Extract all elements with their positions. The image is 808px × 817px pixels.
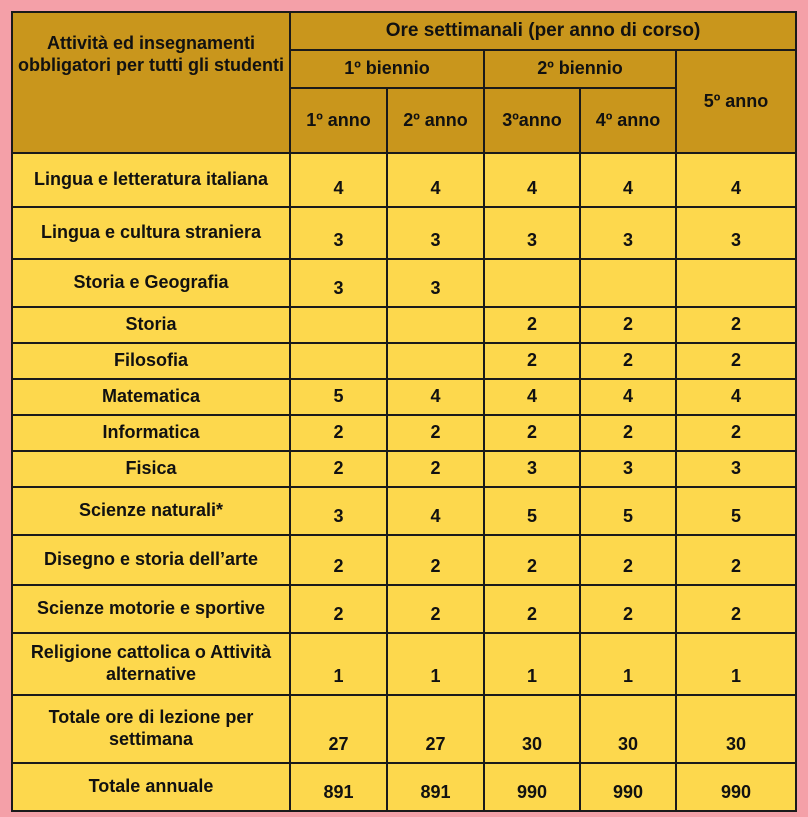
hours-cell: 4 bbox=[484, 153, 580, 207]
hours-cell: 2 bbox=[484, 415, 580, 451]
table-row bbox=[12, 695, 796, 763]
hours-cell: 2 bbox=[580, 415, 676, 451]
hours-cell: 5 bbox=[580, 487, 676, 535]
hours-cell: 2 bbox=[290, 535, 387, 585]
hours-cell: 30 bbox=[676, 695, 796, 763]
hours-cell: 3 bbox=[290, 487, 387, 535]
table-row bbox=[12, 207, 796, 259]
subject-cell: Disegno e storia dell’arte bbox=[12, 535, 290, 585]
table-row bbox=[12, 487, 796, 535]
subject-cell: Filosofia bbox=[12, 343, 290, 379]
hours-cell: 3 bbox=[387, 259, 484, 307]
hours-cell: 1 bbox=[580, 633, 676, 695]
hours-cell: 2 bbox=[290, 585, 387, 633]
hours-cell: 990 bbox=[484, 763, 580, 811]
hours-cell: 2 bbox=[290, 415, 387, 451]
hours-cell: 3 bbox=[676, 451, 796, 487]
hours-cell: 2 bbox=[676, 343, 796, 379]
hours-cell: 4 bbox=[387, 153, 484, 207]
table-row bbox=[12, 585, 796, 633]
table-row bbox=[12, 379, 796, 415]
table-row bbox=[12, 153, 796, 207]
weekly-hours-table bbox=[11, 11, 797, 812]
subject-cell: Totale annuale bbox=[12, 763, 290, 811]
hours-cell bbox=[387, 307, 484, 343]
hours-cell: 30 bbox=[484, 695, 580, 763]
hours-cell bbox=[580, 259, 676, 307]
hours-cell: 891 bbox=[290, 763, 387, 811]
hours-cell bbox=[290, 343, 387, 379]
year-header-3: 3ºanno bbox=[484, 88, 580, 153]
hours-cell: 990 bbox=[580, 763, 676, 811]
group-header-2: 2º biennio bbox=[484, 50, 676, 88]
hours-cell: 1 bbox=[484, 633, 580, 695]
hours-cell: 2 bbox=[580, 343, 676, 379]
hours-cell: 4 bbox=[676, 379, 796, 415]
hours-cell bbox=[290, 307, 387, 343]
hours-cell: 2 bbox=[676, 585, 796, 633]
subject-cell: Totale ore di lezione per settimana bbox=[12, 695, 290, 763]
subject-cell: Informatica bbox=[12, 415, 290, 451]
hours-cell: 27 bbox=[387, 695, 484, 763]
hours-cell: 2 bbox=[387, 535, 484, 585]
subject-cell: Storia e Geografia bbox=[12, 259, 290, 307]
hours-cell bbox=[676, 259, 796, 307]
year-header-2: 2º anno bbox=[387, 88, 484, 153]
hours-cell: 4 bbox=[387, 379, 484, 415]
hours-cell: 1 bbox=[387, 633, 484, 695]
subject-cell: Lingua e cultura straniera bbox=[12, 207, 290, 259]
hours-cell: 4 bbox=[580, 153, 676, 207]
hours-cell: 2 bbox=[580, 307, 676, 343]
table-row bbox=[12, 633, 796, 695]
hours-cell: 3 bbox=[580, 207, 676, 259]
hours-cell: 3 bbox=[580, 451, 676, 487]
hours-cell: 3 bbox=[484, 451, 580, 487]
subject-cell: Religione cattolica o Attività alternative bbox=[12, 633, 290, 695]
hours-cell: 5 bbox=[676, 487, 796, 535]
hours-cell bbox=[387, 343, 484, 379]
hours-cell: 891 bbox=[387, 763, 484, 811]
hours-cell: 4 bbox=[580, 379, 676, 415]
hours-cell: 2 bbox=[580, 585, 676, 633]
hours-cell: 2 bbox=[484, 307, 580, 343]
table-row bbox=[12, 763, 796, 811]
hours-cell: 2 bbox=[484, 535, 580, 585]
hours-cell bbox=[484, 259, 580, 307]
hours-cell: 4 bbox=[290, 153, 387, 207]
schedule-table-wrapper bbox=[11, 11, 795, 806]
table-row bbox=[12, 259, 796, 307]
hours-cell: 5 bbox=[290, 379, 387, 415]
subject-cell: Lingua e letteratura italiana bbox=[12, 153, 290, 207]
hours-cell: 3 bbox=[290, 259, 387, 307]
table-row bbox=[12, 307, 796, 343]
hours-cell: 2 bbox=[676, 415, 796, 451]
year-header-4: 4º anno bbox=[580, 88, 676, 153]
year-header-1: 1º anno bbox=[290, 88, 387, 153]
corner-header: Attività ed insegnamenti obbligatori per tutti gli studenti bbox=[12, 12, 290, 153]
hours-cell: 2 bbox=[290, 451, 387, 487]
hours-cell: 2 bbox=[676, 535, 796, 585]
hours-cell: 3 bbox=[387, 207, 484, 259]
table-row bbox=[12, 535, 796, 585]
hours-cell: 2 bbox=[387, 585, 484, 633]
subject-cell: Scienze naturali* bbox=[12, 487, 290, 535]
hours-cell: 3 bbox=[290, 207, 387, 259]
subject-cell: Fisica bbox=[12, 451, 290, 487]
hours-cell: 27 bbox=[290, 695, 387, 763]
hours-cell: 3 bbox=[676, 207, 796, 259]
subject-cell: Scienze motorie e sportive bbox=[12, 585, 290, 633]
table-row bbox=[12, 343, 796, 379]
table-row bbox=[12, 415, 796, 451]
hours-cell: 1 bbox=[290, 633, 387, 695]
hours-cell: 2 bbox=[484, 343, 580, 379]
hours-cell: 5 bbox=[484, 487, 580, 535]
year-header-5: 5º anno bbox=[676, 50, 796, 153]
hours-cell: 1 bbox=[676, 633, 796, 695]
group-header-1: 1º biennio bbox=[290, 50, 484, 88]
hours-cell: 2 bbox=[387, 451, 484, 487]
hours-cell: 2 bbox=[580, 535, 676, 585]
hours-cell: 2 bbox=[676, 307, 796, 343]
hours-cell: 4 bbox=[387, 487, 484, 535]
hours-cell: 2 bbox=[484, 585, 580, 633]
hours-cell: 30 bbox=[580, 695, 676, 763]
hours-cell: 990 bbox=[676, 763, 796, 811]
subject-cell: Matematica bbox=[12, 379, 290, 415]
hours-cell: 3 bbox=[484, 207, 580, 259]
hours-cell: 2 bbox=[387, 415, 484, 451]
hours-cell: 4 bbox=[676, 153, 796, 207]
table-row bbox=[12, 451, 796, 487]
hours-cell: 4 bbox=[484, 379, 580, 415]
weekly-hours-header: Ore settimanali (per anno di corso) bbox=[290, 12, 796, 50]
subject-cell: Storia bbox=[12, 307, 290, 343]
